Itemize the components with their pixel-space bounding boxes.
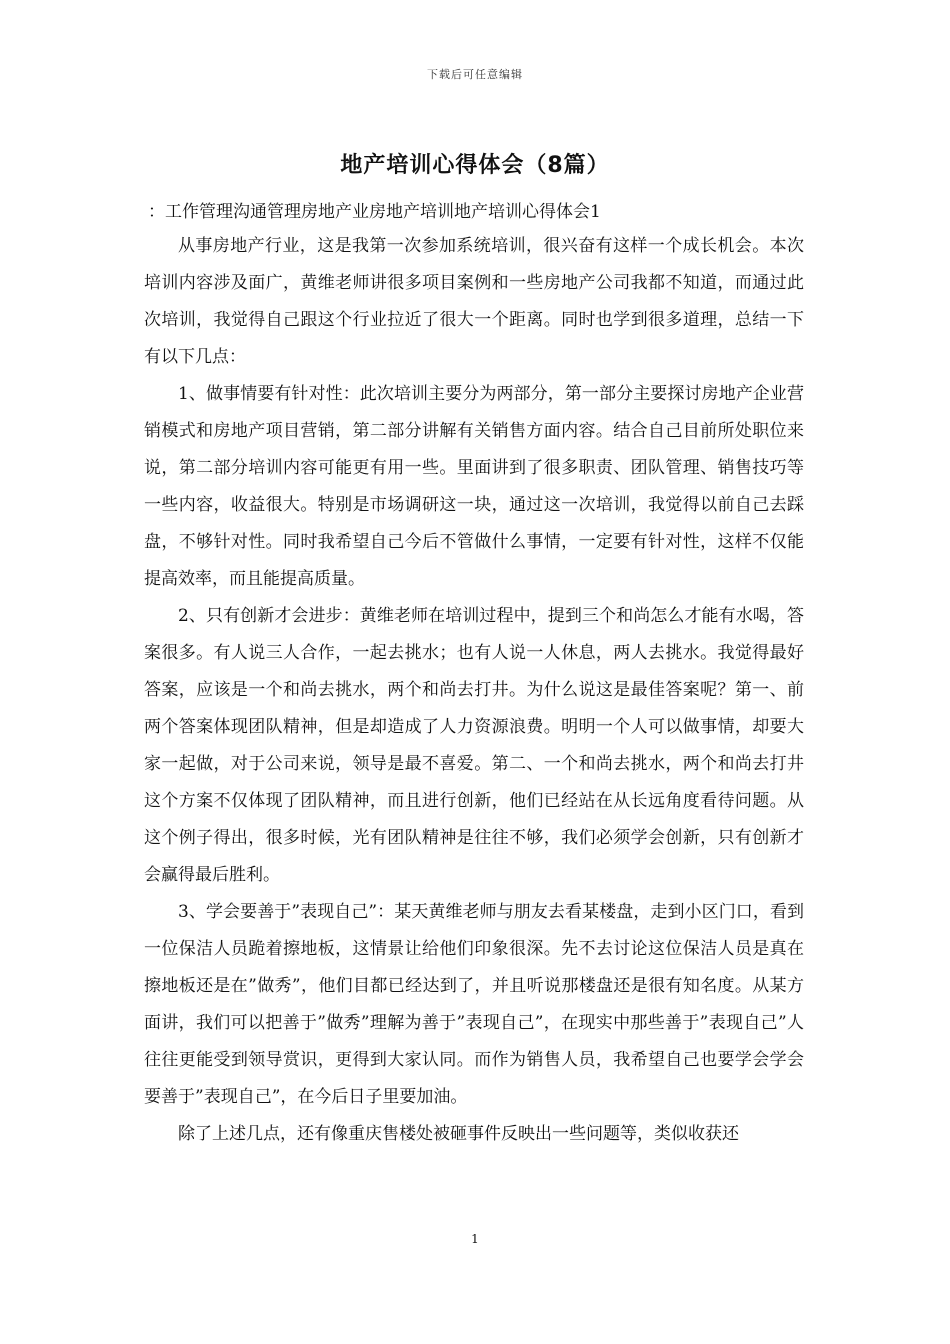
paragraph-point-3: 3、学会要善于”表现自己”：某天黄维老师与朋友去看某楼盘，走到小区门口，看到一位保洁人员跪着擦地板，这情景让给他们印象很深。先不去讨论这位保洁人员是真在擦地板还是在”做秀”，他们目都已经达到了，并且听说那楼盘还是很有知名度。从某方面讲，我们可以把善于”做秀”理解为善于”表现自己”，在现实中那些善于”表现自己”人往往更能受到领导赏识，更得到大家认同。而作为销售人员，我希望自己也要学会学会要善于”表现自己”，在今后日子里要加油。: [144, 902, 804, 1107]
document-title: 地产培训心得体会（8篇）: [340, 153, 610, 178]
paragraph-point-1: 1、做事情要有针对性：此次培训主要分为两部分，第一部分主要探讨房地产企业营销模式和房地产项目营销，第二部分讲解有关销售方面内容。结合自己目前所处职位来说，第二部分培训内容可能更有用一些。里面讲到了很多职责、团队管理、销售技巧等一些内容，收益很大。特别是市场调研这一块，通过这一次培训，我觉得以前自己去踩盘，不够针对性。同时我希望自己今后不管做什么事情，一定要有针对性，这样不仅能提高效率，而且能提高质量。: [144, 384, 804, 589]
document-body: [144, 196, 804, 1153]
page-number: 1: [471, 1232, 479, 1246]
paragraph-intro: 从事房地产行业，这是我第一次参加系统培训，很兴奋有这样一个成长机会。本次培训内容涉及面广，黄维老师讲很多项目案例和一些房地产公司我都不知道，而通过此次培训，我觉得自己跟这个行业拉近了很大一个距离。同时也学到很多道理，总结一下有以下几点：: [144, 236, 804, 367]
paragraph-closing: 除了上述几点，还有像重庆售楼处被砸事件反映出一些问题等，类似收获还: [178, 1124, 739, 1144]
paragraph-point-2: 2、只有创新才会进步：黄维老师在培训过程中，提到三个和尚怎么才能有水喝，答案很多。有人说三人合作，一起去挑水；也有人说一人休息，两人去挑水。我觉得最好答案，应该是一个和尚去挑水，两个和尚去打井。为什么说这是最佳答案呢？第一、前两个答案体现团队精神，但是却造成了人力资源浪费。明明一个人可以做事情，却要大家一起做，对于公司来说，领导是最不喜爱。第二、一个和尚去挑水，两个和尚去打井这个方案不仅体现了团队精神，而且进行创新，他们已经站在从长远角度看待问题。从这个例子得出，很多时候，光有团队精神是往往不够，我们必须学会创新，只有创新才会赢得最后胜利。: [144, 606, 804, 885]
tags-line: ：工作管理沟通管理房地产业房地产培训地产培训心得体会1: [148, 202, 601, 222]
header-note: 下载后可任意编辑: [427, 68, 523, 81]
